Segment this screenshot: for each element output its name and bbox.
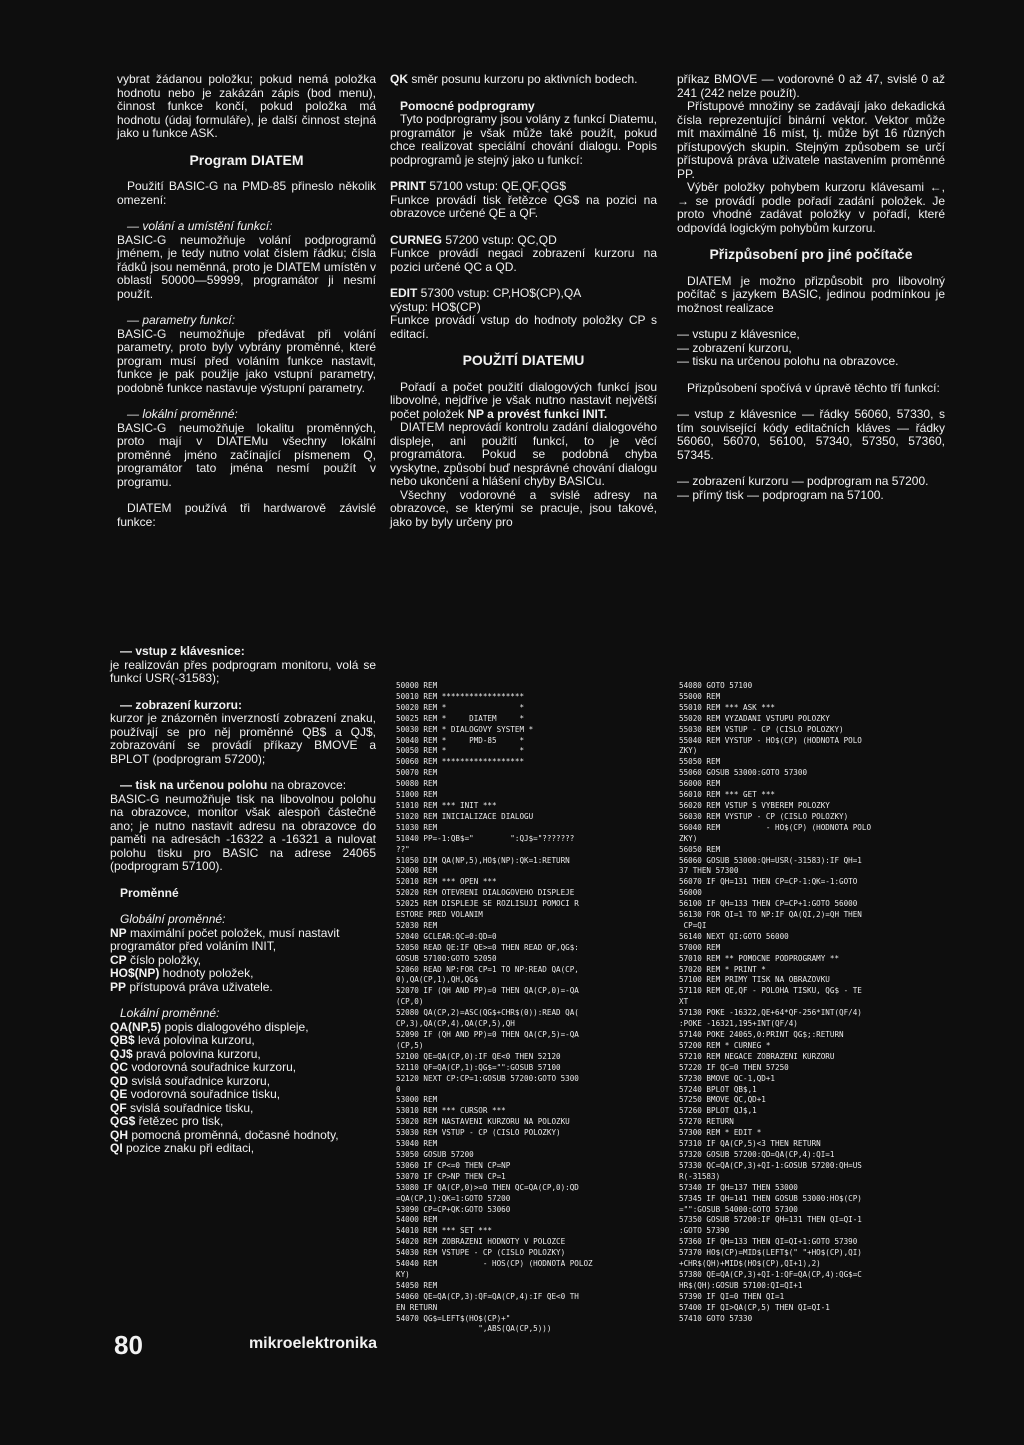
list-item: — tisku na určenou polohu na obrazovce. (677, 354, 899, 368)
column-3 (677, 73, 945, 502)
variable-entry: HO$(NP) hodnoty položek, (110, 966, 254, 980)
code-line: ZKY) (679, 746, 698, 756)
code-line: 53070 IF CP>NP THEN CP=1 (396, 1171, 506, 1181)
variable-entry: CP číslo položky, (110, 952, 202, 967)
list-item: — přímý tisk — podprogram na 57100. (677, 487, 884, 502)
function-signature: CURNEG 57200 vstup: QC,QD (390, 232, 557, 247)
variable-entry: QD svislá souřadnice kurzoru, (110, 1073, 271, 1088)
paragraph: BASIC-G neumožňuje předávat při volání parametry, proto byly vybrány proměnné, které program musí před voláním funkce nastavit, funkce je pak použije jako vstupní parametry, podobně funkce nastavuje výstupní parametry. (117, 326, 376, 395)
column-1-lower (110, 645, 376, 1156)
list-item: — zobrazení kurzoru, (677, 340, 792, 355)
list-item: — vstupu z klávesnice, (677, 327, 800, 341)
local-variables-list (110, 1021, 376, 1156)
code-line: 53060 IF CP<=0 THEN CP=NP (396, 1160, 511, 1170)
code-line: 57320 GOSUB 57200:QD=QA(CP,4):QI=1 (679, 1149, 835, 1159)
code-line: 56000 REM (679, 779, 721, 789)
code-line: 52000 REM (396, 866, 438, 876)
code-line: 50000 REM (396, 681, 438, 690)
list-item: — vstup z klávesnice — řádky 56060, 57330, s tím související kódy editačních kláves — řádky 56060, 56070, 56100, 57340, 57350, 57360, 57345. (677, 407, 945, 462)
code-line: 37 THEN 57300 (679, 866, 739, 876)
code-line: 57240 BPLOT QB$,1 (679, 1084, 757, 1094)
code-line: :POKE -16321,195+INT(QF/4) (679, 1019, 798, 1029)
code-line: 55020 REM VYZADANI VSTUPU POLOZKY (679, 713, 830, 723)
code-line: 55010 REM *** ASK *** (679, 702, 776, 712)
code-line: 53090 CP=CP+QK:GOTO 53060 (396, 1204, 511, 1214)
code-line: 57270 RETURN (679, 1117, 734, 1127)
variable-entry: QA(NP,5) popis dialogového displeje, (110, 1019, 309, 1034)
code-line: 52120 NEXT CP:CP=1:GOSUB 57200:GOTO 5300 (396, 1073, 579, 1083)
code-line: 52080 QA(CP,2)=ASC(QG$+CHR$(0)):READ QA( (396, 1008, 579, 1018)
code-line: 52025 REM DISPLEJE SE ROZLISUJI POMOCI R (396, 899, 579, 909)
subheading: — tisk na určenou polohu na obrazovce: (120, 778, 347, 792)
code-line: 57250 BMOVE QC,QD+1 (679, 1095, 766, 1105)
code-line: 51010 REM *** INIT *** (396, 800, 497, 810)
section-heading: Proměnné (120, 885, 179, 900)
code-line: 53040 REM (396, 1139, 438, 1149)
code-line: (CP,5) (396, 1040, 424, 1050)
code-line: 50030 REM * DIALOGOVY SYSTEM * (396, 724, 534, 734)
page-footer (92, 1330, 377, 1358)
code-line: 50020 REM * * (396, 702, 525, 712)
code-line: 57000 REM (679, 942, 721, 952)
code-line: 51020 REM INICIALIZACE DIALOGU (396, 811, 534, 821)
paragraph: vybrat žádanou položku; pokud nemá položka hodnotu nebo je zakázán zápis (bod menu), činnost funkce končí, pokud položka má hodnotu (údaj formuláře), je další činnost stejná jako u funkce ASK. (117, 72, 376, 140)
code-line: 50040 REM * PMD-85 * (396, 735, 525, 745)
code-line: 57140 POKE 24065,0:PRINT QG$;:RETURN (679, 1030, 844, 1039)
code-line: 50025 REM * DIATEM * (396, 713, 525, 723)
variable-entry: NP maximální počet položek, musí nastavit programátor před voláním INIT, (110, 925, 340, 953)
code-line: 55050 REM (679, 757, 721, 767)
code-line: =QA(CP,1):QK=1:GOTO 57200 (396, 1193, 511, 1203)
paragraph: příkaz BMOVE — vodorovné 0 až 47, svislé 0 až 241 (242 nelze použít). (677, 72, 945, 100)
code-line: 56050 REM (679, 844, 721, 854)
paragraph: je realizován přes podprogram monitoru, volá se funkcí USR(-31583); (110, 657, 376, 685)
code-line: 53080 IF QA(CP,0)>=0 THEN QC=QA(CP,0):QD (396, 1182, 579, 1192)
code-line: 54010 REM *** SET *** (396, 1226, 493, 1236)
code-line: R(-31583) (679, 1171, 721, 1181)
code-line: 57370 HO$(CP)=MID$(LEFT$(" "+HO$(CP),QI) (679, 1248, 862, 1258)
paragraph: DIATEM je možno přizpůsobit pro libovolný počítač s jazykem BASIC, jedinou podmínkou je možnost realizace (677, 273, 945, 315)
code-line: 57360 IF QH=133 THEN QI=QI+1:GOTO 57390 (679, 1237, 858, 1247)
code-line: 57410 GOTO 57330 (679, 1313, 753, 1323)
paragraph: BASIC-G neumožňuje tisk na libovolnou polohu na obrazovce, monitor však alespoň částečně ano; je nutno nastavit adresu na obrazovce do paměti na adresách -16322 a -16321 a nulovat polohu tisku pro BASIC na adrese 24065 (podprogram 57100). (110, 791, 376, 873)
subheading: Globální proměnné: (120, 912, 226, 926)
code-line: 55030 REM VSTUP - CP (CISLO POLOZKY) (679, 724, 844, 734)
column-2 (390, 73, 657, 529)
code-line: 56140 NEXT QI:GOTO 56000 (679, 931, 789, 941)
code-line: 50070 REM (396, 768, 438, 778)
variable-entry: QJ$ pravá polovina kurzoru, (110, 1046, 261, 1061)
code-line: 52020 REM OTEVRENI DIALOGOVEHO DISPLEJE (396, 888, 575, 898)
code-line: 51050 DIM QA(NP,5),HO$(NP):QK=1:RETURN (396, 855, 570, 865)
code-line: 56040 REM - HO$(CP) (HODNOTA POLO (679, 822, 872, 832)
code-line: ="":GOSUB 54000:GOTO 57300 (679, 1204, 798, 1214)
code-line: 52090 IF (QH AND PP)=0 THEN QA(CP,5)=-QA (396, 1030, 579, 1039)
code-line: 56130 FOR QI=1 TO NP:IF QA(QI,2)=QH THEN (679, 910, 862, 920)
code-line: 53000 REM (396, 1095, 438, 1105)
code-line: 53010 REM *** CURSOR *** (396, 1106, 506, 1116)
paragraph: BASIC-G neumožňuje volání podprogramů jménem, je tedy nutno volat číslem řádku; čísla řádků jsou neměnná, proto je DIATEM umístěn v oblasti 50000—59999, programátor ji nesmí použít. (117, 232, 376, 301)
code-line: 54040 REM - HOS(CP) (HODNOTA POLOZ (396, 1259, 593, 1269)
page-number: 80 (114, 1330, 143, 1360)
code-line: 51000 REM (396, 790, 438, 800)
basic-listing-1 (396, 681, 666, 1335)
code-line: 53050 GOSUB 57200 (396, 1149, 474, 1159)
section-heading: POUŽITÍ DIATEMU (462, 352, 585, 368)
code-line: 57100 REM PRIMY TISK NA OBRAZOVKU (679, 975, 830, 985)
code-line: +CHR$(QH)+MID$(HO$(CP),QI+1),2) (679, 1259, 821, 1269)
paragraph: Tyto podprogramy jsou volány z funkcí Diatemu, programátor je však může také použít, pokud chce realizovat speciální chování dialogu. Popis podprogramů je stejný jako u funkcí: (390, 112, 657, 167)
variable-entry: QB$ levá polovina kurzoru, (110, 1033, 255, 1047)
variable-entry: QF svislá souřadnice tisku, (110, 1100, 254, 1115)
subheading: — vstup z klávesnice: (120, 644, 245, 658)
code-line: 50080 REM (396, 779, 438, 789)
code-line: CP=QI (679, 920, 707, 930)
code-line: 56030 REM VYSTUP - CP (CISLO POLOZKY) (679, 811, 849, 821)
variable-entry: QC vodorovná souřadnice kurzoru, (110, 1060, 297, 1074)
code-line: 57230 BMOVE QC-1,QD+1 (679, 1073, 776, 1083)
code-line: 0 (396, 1084, 401, 1094)
code-line: 56060 GOSUB 53000:QH=USR(-31583):IF QH=1 (679, 855, 862, 865)
paragraph: Přístupové množiny se zadávají jako dekadická čísla reprezentující binární vektor. Vektor může mít maximálně 16 míst, tj. může být 16 různých přístupových skupin. Stejným způsobem se určí přístupová práva uživatele nastavením proměnné PP. (677, 99, 945, 181)
code-line: ",ABS(QA(CP,5))) (396, 1324, 552, 1334)
subheading: — lokální proměnné: (127, 407, 238, 421)
code-line: 55000 REM (679, 691, 721, 701)
code-line: 57210 REM NEGACE ZOBRAZENI KURZORU (679, 1051, 835, 1061)
code-line: 57350 GOSUB 57200:IF QH=131 THEN QI=QI-1 (679, 1215, 862, 1225)
function-signature: PRINT 57100 vstup: QE,QF,QG$ (390, 179, 567, 193)
code-line: 57220 IF QC=0 THEN 57250 (679, 1062, 789, 1072)
code-line: 52050 READ QE:IF QE>=0 THEN READ QF,QG$: (396, 942, 579, 952)
subheading: — zobrazení kurzoru: (120, 697, 243, 712)
subheading-bold: — tisk na určenou polohu (120, 778, 268, 792)
code-line: 51040 PP=-1:QB$=" ":QJ$="??????? (396, 833, 575, 843)
code-line: 57130 POKE -16322,QE+64*QF-256*INT(QF/4) (679, 1008, 862, 1018)
code-line: 53020 REM NASTAVENI KURZORU NA POLOZKU (396, 1117, 570, 1127)
code-line: 55060 GOSUB 53000:GOTO 57300 (679, 768, 808, 778)
code-line: 57110 REM QE,QF - POLOHA TISKU, QG$ - TE (679, 986, 862, 996)
subheading: — parametry funkcí: (127, 313, 236, 327)
code-line: 57260 BPLOT QJ$,1 (679, 1106, 757, 1116)
paragraph: Všechny vodorovné a svislé adresy na obrazovce, se kterými se pracuje, jsou takové, jako by byly určeny pro (390, 487, 657, 529)
code-line: HR$(QH):GOSUB 57100:QI=QI+1 (679, 1280, 803, 1290)
section-heading: Přizpůsobení pro jiné počítače (709, 246, 913, 262)
column-1 (117, 73, 376, 529)
code-line: 54030 REM VSTUPE - CP (CISLO POLOZKY) (396, 1248, 566, 1258)
function-signature: EDIT 57300 vstup: CP,HO$(CP),QA (390, 286, 582, 300)
code-line: 54060 QE=QA(CP,3):QF=QA(CP,4):IF QE<0 TH (396, 1291, 579, 1301)
paragraph: DIATEM neprovádí kontrolu zadání dialogového displeje, ani použití funkcí, to je věcí programátora. Pokud se podobná chyba vyskytne, způsobí buď nesprávné chování dialogu nebo ukončení a hlášení chyby BASICu. (390, 420, 657, 488)
list-item: — zobrazení kurzoru — podprogram na 57200. (677, 474, 929, 488)
code-line: 57380 QE=QA(CP,3)+QI-1:QF=QA(CP,4):QG$=C (679, 1269, 862, 1279)
subheading: Lokální proměnné: (120, 1006, 220, 1020)
code-line: 54020 REM ZOBRAZENI HODNOTY V POLOZCE (396, 1237, 566, 1247)
code-line: GOSUB 57100:GOTO 52050 (396, 953, 497, 963)
code-line: 57390 IF QI=0 THEN QI=1 (679, 1291, 785, 1301)
code-line: 57020 REM * PRINT * (679, 964, 766, 974)
code-line: 57340 IF QH=137 THEN 53000 (679, 1182, 798, 1192)
code-line: 50060 REM ****************** (396, 757, 525, 767)
code-line: KY) (396, 1269, 410, 1279)
subheading: — volání a umístění funkcí: (127, 219, 273, 233)
code-line: 52110 QF=QA(CP,1):QG$="":GOSUB 57100 (396, 1062, 561, 1072)
variable-entry: PP přístupová práva uživatele. (110, 979, 273, 994)
code-line: 52010 REM *** OPEN *** (396, 877, 497, 887)
variable-entry: QK směr posunu kurzoru po aktivních bodech. (390, 72, 638, 86)
code-line: ESTORE PRED VOLANIM (396, 910, 483, 920)
code-line: CP,3),QA(CP,4),QA(CP,5),QH (396, 1019, 515, 1029)
code-line: 55040 REM VYSTUP - HO$(CP) (HODNOTA POLO (679, 735, 862, 745)
code-line: 56020 REM VSTUP S VYBEREM POLOZKY (679, 800, 830, 810)
code-line: 56010 REM *** GET *** (679, 790, 776, 800)
function-output: výstup: HO$(CP) (390, 299, 481, 314)
code-line: 51030 REM (396, 822, 438, 832)
code-line: 0),QA(CP,1),QH,QG$ (396, 975, 479, 985)
code-line: 52040 GCLEAR:QC=0:QD=0 (396, 931, 497, 941)
variable-entry: QG$ řetězec pro tisk, (110, 1114, 224, 1128)
code-line: 56070 IF QH=131 THEN CP=CP-1:QK=-1:GOTO (679, 877, 858, 887)
section-heading: Program DIATEM (189, 151, 304, 168)
code-line: 57400 IF QI>QA(CP,5) THEN QI=QI-1 (679, 1302, 830, 1312)
variable-entry: QH pomocná proměnná, dočasné hodnoty, (110, 1127, 339, 1142)
basic-listing-2 (679, 681, 949, 1324)
paragraph: Funkce provádí negaci zobrazení kurzoru na pozici určené QC a QD. (390, 246, 657, 274)
code-line: XT (679, 997, 689, 1007)
paragraph: kurzor je znázorněn inverzností zobrazení znaku, používají se pro něj proměnné QB$ a QJ$, zobrazování se provádí příkazy BMOVE a BPLOT (podprogram 57200); (110, 711, 376, 766)
paragraph: Funkce provádí tisk řetězce QG$ na pozici na obrazovce určené QE a QF. (390, 192, 657, 220)
code-line: 50010 REM ****************** (396, 691, 525, 701)
code-line: 54080 GOTO 57100 (679, 681, 753, 690)
code-line: ??" (396, 844, 410, 854)
paragraph: DIATEM používá tři hardwarově závislé funkce: (117, 501, 376, 529)
code-line: 56000 (679, 888, 702, 898)
variable-entry: QI pozice znaku při editaci, (110, 1141, 255, 1155)
code-line: 57010 REM ** POMOCNE PODPROGRAMY ** (679, 953, 840, 963)
code-line: 57330 QC=QA(CP,3)+QI-1:GOSUB 57200:QH=US (679, 1160, 862, 1170)
paragraph: Použití BASIC-G na PMD-85 přineslo několik omezení: (117, 179, 376, 207)
variable-entry: QE vodorovná souřadnice tisku, (110, 1087, 281, 1101)
code-line: 53030 REM VSTUP - CP (CISLO POLOZKY) (396, 1128, 561, 1138)
code-line: 57310 IF QA(CP,5)<3 THEN RETURN (679, 1139, 821, 1149)
code-line: 52030 REM (396, 920, 438, 930)
code-line: 56100 IF QH=133 THEN CP=CP+1:GOTO 56000 (679, 899, 858, 909)
subheading: Pomocné podprogramy (400, 98, 535, 113)
code-line: 54070 QG$=LEFT$(HO$(CP)+" (396, 1313, 511, 1323)
code-line: 52070 IF (QH AND PP)=0 THEN QA(CP,0)=-QA (396, 986, 579, 996)
code-line: 54050 REM (396, 1280, 438, 1290)
code-line: 54000 REM (396, 1215, 438, 1225)
code-line: EN RETURN (396, 1302, 438, 1312)
code-line: 50050 REM * * (396, 746, 525, 756)
code-line: ZKY) (679, 833, 698, 843)
paragraph: Pořadí a počet použití dialogových funkcí jsou libovolné, nejdříve je však nutno nastavit největší počet položek NP a provést funkci INIT. (390, 379, 657, 421)
code-line: 52060 READ NP:FOR CP=1 TO NP:READ QA(CP, (396, 964, 579, 974)
code-line: (CP,0) (396, 997, 424, 1007)
code-line: 57345 IF QH=141 THEN GOSUB 53000:HO$(CP) (679, 1193, 862, 1203)
code-line: 57200 REM * CURNEG * (679, 1040, 771, 1050)
paragraph: Přizpůsobení spočívá v úpravě těchto tří funkcí: (687, 380, 940, 395)
code-line: :GOTO 57390 (679, 1226, 730, 1236)
paragraph: BASIC-G neumožňuje lokalitu proměnných, proto mají v DIATEMu všechny lokální proměnné jméno začínající písmenem Q, programátor tato jména nesmí použít v programu. (117, 420, 376, 489)
code-line: 57300 REM * EDIT * (679, 1128, 762, 1138)
code-line: 52100 QE=QA(CP,0):IF QE<0 THEN 52120 (396, 1051, 561, 1061)
paragraph: Výběr položky pohybem kurzoru klávesami ←, → se provádí podle pořadí zadání položek. Je proto vhodné zadávat položky v pořadí, které odpovídá logickým pohybům kurzoru. (677, 180, 945, 235)
paragraph: Funkce provádí vstup do hodnoty položky CP s editací. (390, 313, 657, 341)
magazine-name: mikroelektronika (248, 1335, 377, 1352)
